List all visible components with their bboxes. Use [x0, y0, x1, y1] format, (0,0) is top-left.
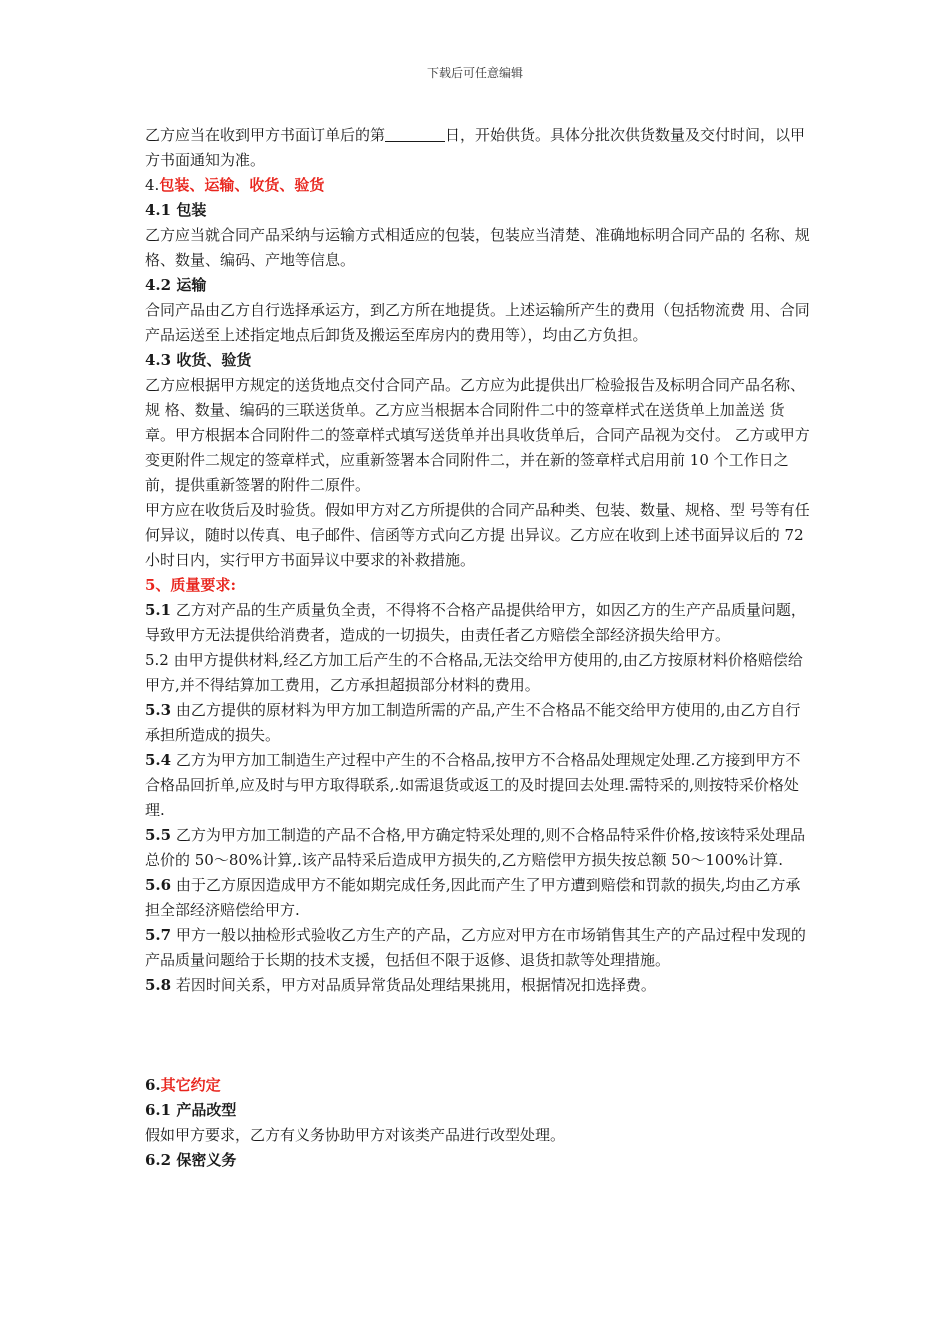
clause-number: 5.7	[145, 926, 172, 944]
blank-underline	[385, 125, 445, 142]
clause-5-2	[145, 648, 810, 698]
section-4-2-heading: 4.2 运输	[145, 276, 207, 294]
clause-number: 5.4	[145, 751, 172, 769]
clause-5-7	[145, 923, 810, 973]
section-4-3-heading: 4.3 收货、验货	[145, 351, 252, 369]
section-4-3-text-1: 乙方应根据甲方规定的送货地点交付合同产品。乙方应为此提供出厂检验报告及标明合同产品名称、规 格、数量、编码的三联送货单。乙方应当根据本合同附件二中的签章样式在送货单上加盖送 货章。甲方根据本合同附件二的签章样式填写送货单并出具收货单后，合同产品视为交付。 乙方或甲方变更附件二规定的签章样式，应重新签署本合同附件二，并在新的签章样式启用前 10 个工作日之前，提供重新签署的附件二原件。	[145, 376, 810, 494]
clause-number: 5.5	[145, 826, 172, 844]
section-4-3-text-2: 甲方应在收货后及时验货。假如甲方对乙方所提供的合同产品种类、包装、数量、规格、型 号等有任何异议，随时以传真、电子邮件、信函等方式向乙方提 出异议。乙方应在收到上述书面异议后的 72 小时日内，实行甲方书面异议中要求的补救措施。	[145, 501, 810, 569]
section-4-1-text: 乙方应当就合同产品采纳与运输方式相适应的包装，包装应当清楚、准确地标明合同产品的 名称、规格、数量、编码、产地等信息。	[145, 226, 810, 269]
clause-5-4	[145, 748, 810, 823]
section-6-2-heading: 6.2 保密义务	[145, 1151, 237, 1169]
clause-text: 若因时间关系，甲方对品质异常货品处理结果挑用，根据情况扣选择费。	[171, 976, 656, 994]
clause-number: 5.2	[145, 651, 169, 669]
clause-5-3	[145, 698, 810, 748]
section-6-number: 6.	[145, 1076, 161, 1094]
clause-text: 乙方为甲方加工制造的产品不合格,甲方确定特采处理的,则不合格品特采件价格,按该特采处理品总价的 50～80%计算,.该产品特采后造成甲方损失的,乙方赔偿甲方损失按总额 50～100%计算.	[145, 826, 806, 869]
clause-5-1	[145, 598, 810, 648]
section-6-1-heading: 6.1 产品改型	[145, 1101, 237, 1119]
clause-text: 甲方一般以抽检形式验收乙方生产的产品，乙方应对甲方在市场销售其生产的产品过程中发现的产品质量问题给于长期的技术支援，包括但不限于返修、退货扣款等处理措施。	[145, 926, 806, 969]
blank-spacer	[145, 998, 810, 1073]
clause-5-8	[145, 973, 810, 998]
section-5-heading: 5、质量要求:	[145, 576, 236, 594]
clause-text: 由乙方提供的原材料为甲方加工制造所需的产品,产生不合格品不能交给甲方使用的,由乙方自行承担所造成的损失。	[145, 701, 801, 744]
delivery-paragraph	[145, 123, 810, 173]
clause-number: 5.1	[145, 601, 172, 619]
clause-text: 乙方对产品的生产质量负全责，不得将不合格产品提供给甲方，如因乙方的生产产品质量问题，导致甲方无法提供给消费者，造成的一切损失，由责任者乙方赔偿全部经济损失给甲方。	[145, 601, 806, 644]
clause-number: 5.8	[145, 976, 172, 994]
section-4-heading	[145, 173, 810, 198]
page-header: 下载后可任意编辑	[426, 66, 523, 80]
section-4-2-text: 合同产品由乙方自行选择承运方，到乙方所在地提货。上述运输所产生的费用（包括物流费 用、合同产品运送至上述指定地点后卸货及搬运至库房内的费用等），均由乙方负担。	[145, 301, 810, 344]
section-6-heading	[145, 1073, 810, 1098]
clause-number: 5.3	[145, 701, 172, 719]
document-body	[145, 123, 810, 1173]
clause-5-6	[145, 873, 810, 923]
clause-5-5	[145, 823, 810, 873]
section-4-number: 4.	[145, 176, 160, 194]
section-4-1-heading: 4.1 包装	[145, 201, 207, 219]
clause-text: 由于乙方原因造成甲方不能如期完成任务,因此而产生了甲方遭到赔偿和罚款的损失,均由乙方承担全部经济赔偿给甲方.	[145, 876, 801, 919]
section-4-title: 包装、运输、收货、验货	[159, 176, 325, 194]
section-6-title: 其它约定	[160, 1076, 221, 1094]
clause-number: 5.6	[145, 876, 172, 894]
section-6-1-text: 假如甲方要求，乙方有义务协助甲方对该类产品进行改型处理。	[145, 1126, 566, 1144]
delivery-text-start: 乙方应当在收到甲方书面订单后的第	[145, 126, 386, 144]
clause-text: 乙方为甲方加工制造生产过程中产生的不合格品,按甲方不合格品处理规定处理.乙方接到甲方不合格品回折单,应及时与甲方取得联系,.如需退货或返工的及时提回去处理.需特采的,则按特采价格处理.	[145, 751, 801, 819]
delivery-text-end: 日，开始供货。具体分批次供货数量及交付时间，以甲方书面通知为准。	[145, 126, 806, 169]
clause-text: 由甲方提供材料,经乙方加工后产生的不合格品,无法交给甲方使用的,由乙方按原材料价格赔偿给甲方,并不得结算加工费用，乙方承担超损部分材料的费用。	[145, 651, 803, 694]
